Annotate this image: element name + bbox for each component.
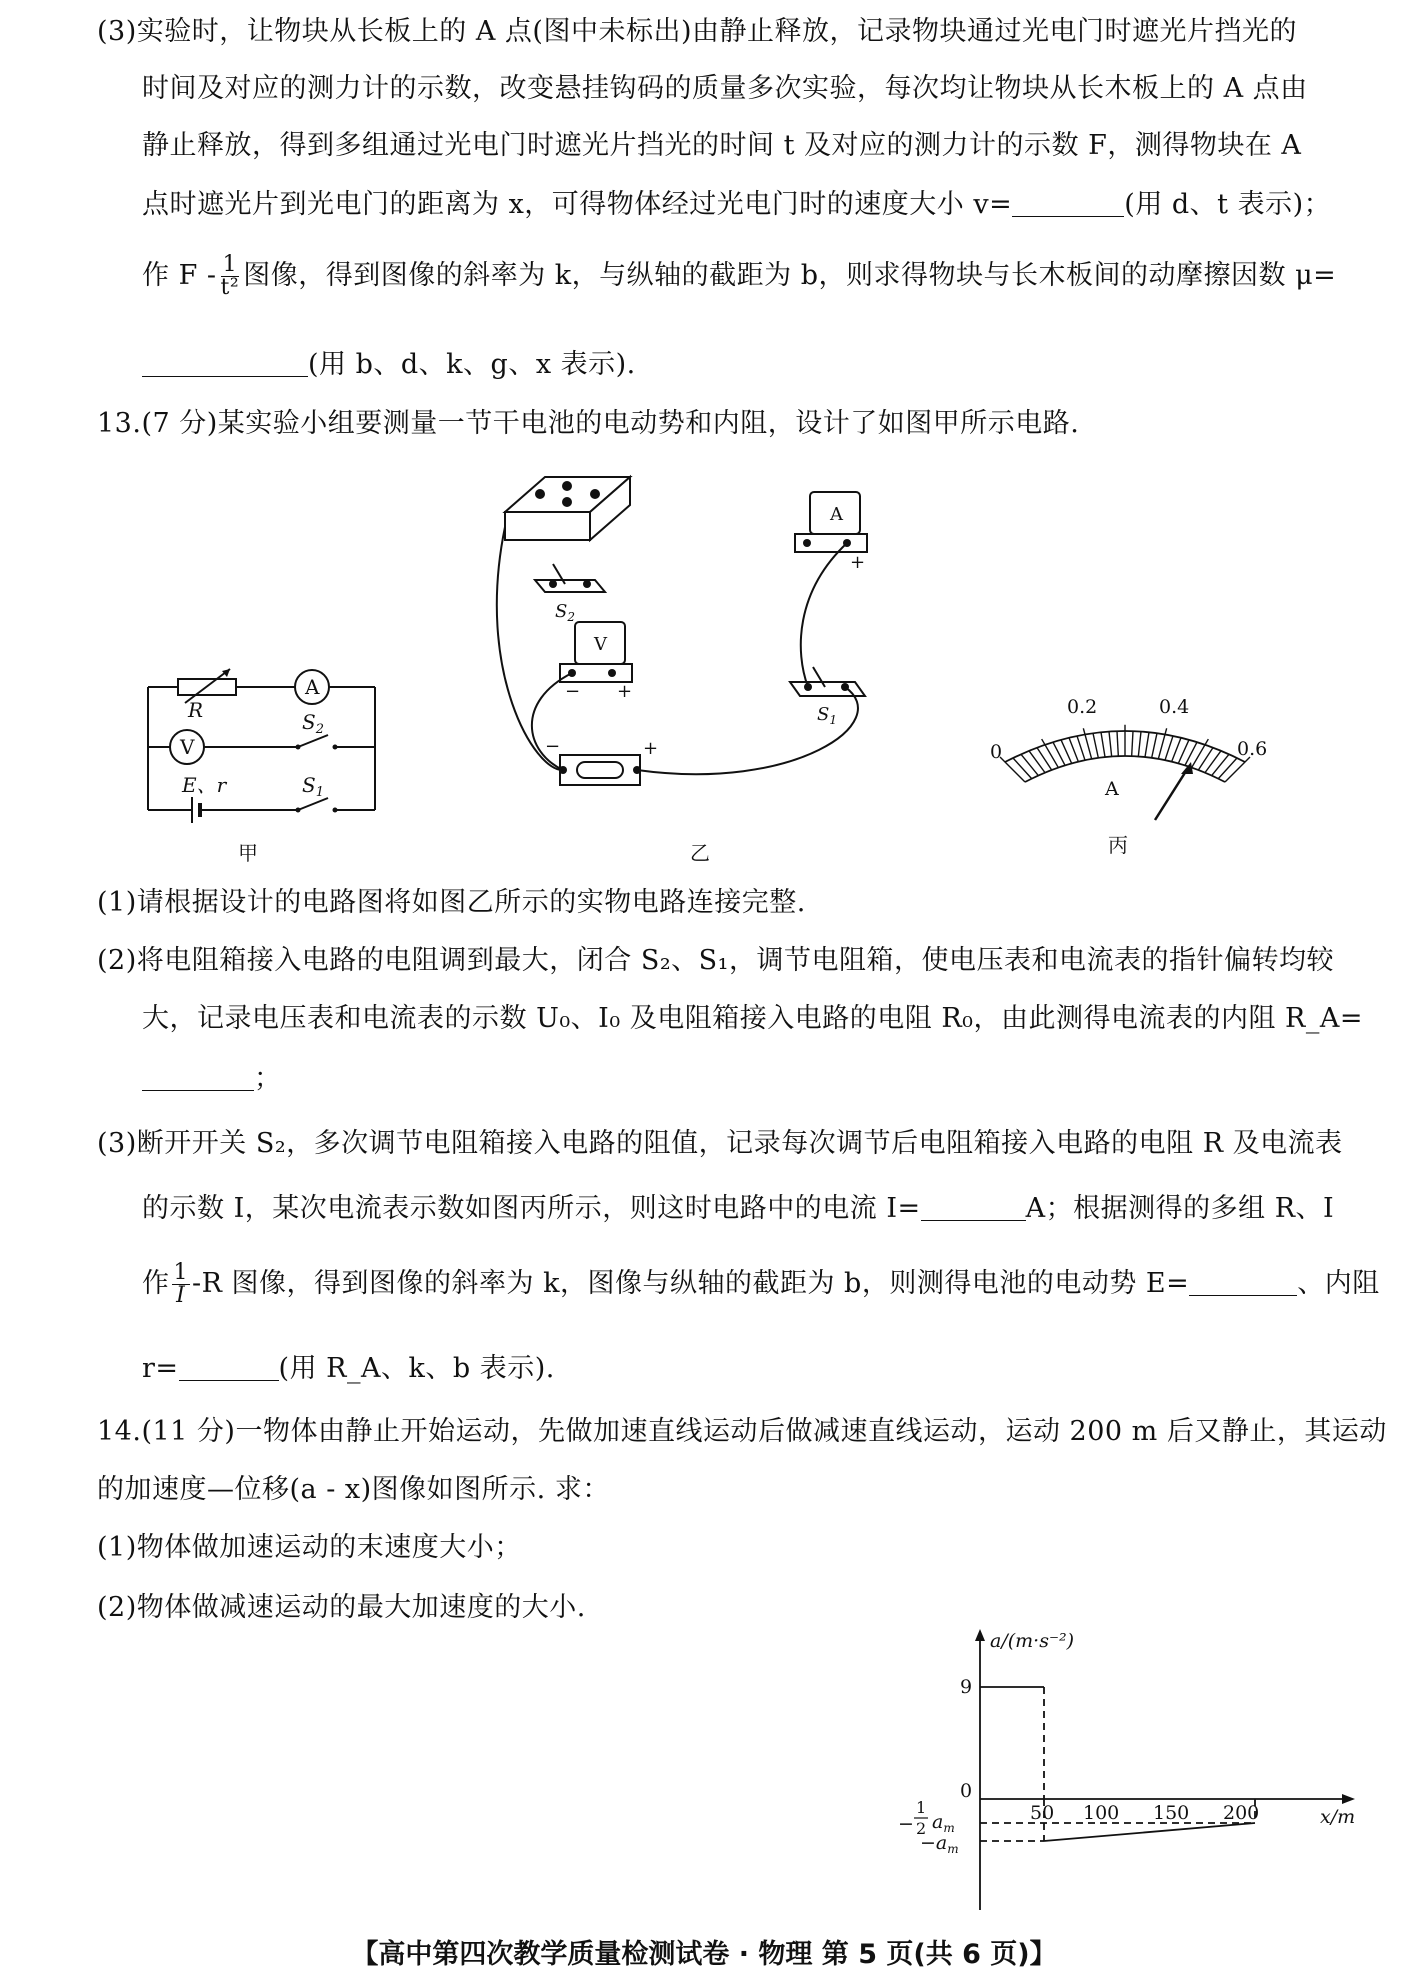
answer-blank-e[interactable] <box>1189 1265 1297 1296</box>
graph-y-9: 9 <box>960 1676 973 1698</box>
answer-blank-v[interactable] <box>1012 186 1124 217</box>
label-v: V <box>180 735 195 759</box>
label-r: R <box>188 698 204 722</box>
graph-y-half-den: 2 <box>916 1819 927 1838</box>
graph-y-half-num: 1 <box>916 1798 927 1817</box>
yi-ammeter-plus: + <box>850 552 866 573</box>
label-a: A <box>305 675 320 699</box>
q14-p2: (2)物体做减速运动的最大加速度的大小. <box>97 1592 586 1623</box>
fraction-num: 1 <box>222 252 238 277</box>
scale-tick <box>1037 748 1052 770</box>
q12-line-3: 静止释放，得到多组通过光电门时遮光片挡光的时间 t 及对应的测力计的示数 F，测得物块在 A <box>142 130 1302 161</box>
yi-label-s1: $S_1$ <box>817 704 837 727</box>
scale-unit-a: A <box>1105 778 1119 800</box>
physical-circuit-yi <box>495 472 935 872</box>
scale-tick <box>1069 738 1078 762</box>
answer-blank-i[interactable] <box>921 1190 1026 1221</box>
answer-blank-ra[interactable] <box>142 1060 254 1091</box>
q12-line-4a: 点时遮光片到光电门的距离为 x，可得物体经过光电门时的速度大小 v= <box>142 189 1013 220</box>
graph-x-50: 50 <box>1030 1802 1055 1824</box>
scale-tick <box>1101 732 1105 757</box>
scale-tick <box>1093 733 1098 758</box>
scale-tick <box>1205 751 1221 773</box>
scale-tick <box>1138 732 1141 757</box>
q12-line-6 <box>142 346 636 383</box>
q12-line-5a: 作 F - <box>142 260 217 291</box>
q13-title: 13.(7 分)某实验小组要测量一节干电池的电动势和内阻，设计了如图甲所示电路. <box>97 408 1080 439</box>
graph-y-half-am: $a_m$ <box>932 1811 955 1835</box>
graph-x-150: 150 <box>1153 1802 1190 1824</box>
q13-p3-line-2b: A；根据测得的多组 R、I <box>1025 1193 1335 1224</box>
scale-label-0-2: 0.2 <box>1067 696 1098 718</box>
q13-p3-line-4a: r= <box>142 1353 179 1384</box>
circuit-diagram-jia <box>130 645 390 870</box>
q12-line-5b: 图像，得到图像的斜率为 k，与纵轴的截距为 b，则求得物块与长木板间的动摩擦因数 μ= <box>243 260 1337 291</box>
q14-line-2: 的加速度—位移(a - x)图像如图所示. 求： <box>97 1474 610 1505</box>
wire-s1-to-battery <box>637 687 858 774</box>
q12-line-2: 时间及对应的测力计的示数，改变悬挂钩码的质量多次实验，每次均让物块从长木板上的 A 点由 <box>142 73 1308 104</box>
scale-tick <box>1132 731 1133 756</box>
q13-p3-line-2a: 的示数 I，某次电流表示数如图丙所示，则这时电路中的电流 I= <box>142 1193 921 1224</box>
q14-p1: (1)物体做加速运动的末速度大小； <box>97 1532 522 1563</box>
q12-line-4 <box>142 186 1331 223</box>
scale-tick <box>1029 751 1045 773</box>
ammeter-needle-arrow <box>1155 768 1188 820</box>
q13-p2-line-3 <box>142 1060 282 1097</box>
scale-tick <box>1152 733 1157 758</box>
q13-p2-line-1: (2)将电阻箱接入电路的电阻调到最大，闭合 S₂、S₁，调节电阻箱，使电压表和电流表的指针偏转均较 <box>97 945 1334 976</box>
q13-p3-line-3c: 、内阻 <box>1297 1268 1380 1299</box>
caption-yi: 乙 <box>690 841 710 865</box>
graph-y-half-am-sign: − <box>898 1813 914 1835</box>
scale-label-0: 0 <box>990 741 1003 763</box>
q12-line-6-text: (用 b、d、k、g、x 表示). <box>308 349 636 380</box>
graph-x-100: 100 <box>1083 1802 1120 1824</box>
fraction-num: 1 <box>173 1260 188 1285</box>
fraction-1-over-t2 <box>219 254 242 299</box>
q13-p2-semicolon: ； <box>254 1063 282 1094</box>
yi-label-v: V <box>594 634 607 655</box>
fraction-den: I <box>176 1283 186 1308</box>
page-footer: 【高中第四次教学质量检测试卷 · 物理 第 5 页(共 6 页)】 <box>351 1939 1057 1970</box>
scale-label-0-6: 0.6 <box>1237 738 1268 760</box>
scale-tick <box>1109 732 1112 757</box>
yi-voltmeter-plus: + <box>617 681 633 702</box>
q13-p3-line-3b: -R 图像，得到图像的斜率为 k，图像与纵轴的截距为 b，则测得电池的电动势 E= <box>192 1268 1190 1299</box>
q12-line-5 <box>142 254 1336 299</box>
scale-tick <box>1218 758 1237 779</box>
label-er: E、r <box>182 773 227 797</box>
q13-p3-line-4 <box>142 1350 555 1387</box>
scale-tick <box>1172 738 1181 762</box>
answer-blank-r[interactable] <box>179 1350 279 1381</box>
answer-blank-mu[interactable] <box>142 346 308 377</box>
graph-y-0: 0 <box>960 1780 973 1802</box>
label-s1: $S_1$ <box>302 773 324 800</box>
scale-label-0-4: 0.4 <box>1159 696 1190 718</box>
q12-line-1: (3)实验时，让物块从长板上的 A 点(图中未标出)由静止释放，记录物块通过光电门时遮光片挡光的 <box>97 16 1297 47</box>
yi-battery-plus: + <box>643 738 659 759</box>
resistor-box-front <box>505 512 590 540</box>
graph-x-200: 200 <box>1223 1802 1260 1824</box>
q13-p3-line-3a: 作 <box>142 1268 170 1299</box>
q13-p2-line-2: 大，记录电压表和电流表的示数 U₀、I₀ 及电阻箱接入电路的电阻 R₀，由此测得电流表的内阻 R_A= <box>142 1003 1363 1034</box>
yi-voltmeter-minus: − <box>565 681 581 702</box>
scale-tick <box>1000 757 1025 782</box>
scale-tick <box>1013 758 1032 779</box>
scale-tick <box>1212 754 1229 775</box>
q13-p3-line-3 <box>142 1262 1380 1307</box>
yi-label-a: A <box>830 504 843 525</box>
scale-ticks <box>1000 725 1250 782</box>
wire-box-to-battery <box>497 527 563 770</box>
q13-p3-line-1: (3)断开开关 S₂，多次调节电阻箱接入电路的阻值，记录每次调节后电阻箱接入电路的电阻 R 及电流表 <box>97 1128 1343 1159</box>
q13-p3-line-2 <box>142 1190 1334 1227</box>
wire-ammeter-to-s1 <box>801 543 847 687</box>
q14-line-1: 14.(11 分)一物体由静止开始运动，先做加速直线运动后做减速直线运动，运动 200 m 后又静止，其运动 <box>97 1416 1387 1447</box>
a-x-graph <box>880 1625 1360 1915</box>
scale-tick <box>1198 748 1213 770</box>
scale-tick <box>1117 731 1118 756</box>
q12-line-4b: (用 d、t 表示)； <box>1124 189 1332 220</box>
fraction-1-over-i <box>172 1262 191 1307</box>
graph-y-am: $-a_m$ <box>920 1832 959 1856</box>
yi-battery-minus: − <box>545 736 561 757</box>
caption-bing: 丙 <box>1108 833 1128 857</box>
ammeter-scale-bing <box>985 690 1285 870</box>
decel-segment <box>1044 1823 1255 1841</box>
caption-jia: 甲 <box>238 841 258 865</box>
scale-tick <box>1077 736 1085 760</box>
graph-ylabel: a/(m·s⁻²) <box>990 1630 1075 1652</box>
scale-tick <box>1165 736 1173 760</box>
graph-xlabel: x/m <box>1320 1806 1356 1828</box>
scale-tick <box>1225 757 1250 782</box>
fraction-den: t² <box>220 275 240 300</box>
q13-p3-line-4b: (用 R_A、k、b 表示). <box>278 1353 555 1384</box>
scale-tick <box>1145 732 1149 757</box>
scale-tick <box>1021 754 1038 775</box>
q13-p1: (1)请根据设计的电路图将如图乙所示的实物电路连接完整. <box>97 887 806 918</box>
label-s2: $S_2$ <box>302 710 324 737</box>
yi-label-s2: $S_2$ <box>555 601 575 624</box>
